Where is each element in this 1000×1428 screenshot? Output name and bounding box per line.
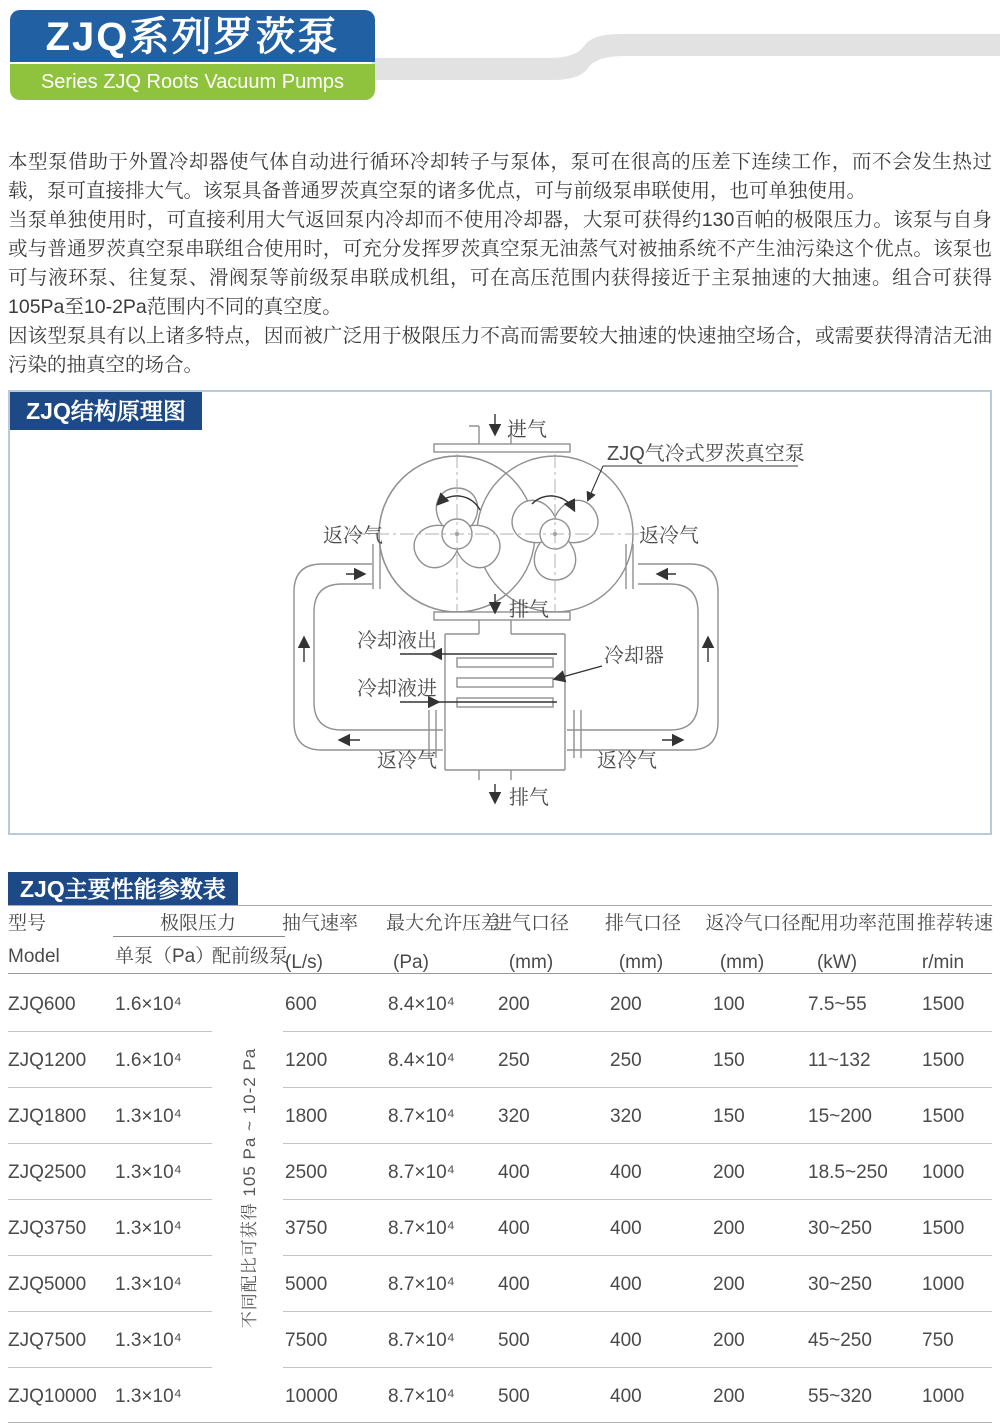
header-bottom-line [8,973,992,974]
label-exhaust-mid: 排气 [509,599,549,621]
cell-max_diff: 8.7×10⁴ [388,1218,455,1239]
title-underline [8,905,992,906]
col-header-outlet: 排气口径 [604,913,681,934]
row-divider-right [283,1031,992,1032]
cell-single_pump: 1.6×10⁴ [115,1050,182,1071]
label-pump-name: ZJQ气冷式罗茨真空泵 [607,443,805,465]
cell-outlet: 400 [610,1162,642,1183]
col-header-maxdiff: 最大允许压差 [385,913,500,934]
cell-single_pump: 1.6×10⁴ [115,994,182,1015]
cell-power: 45~250 [808,1330,872,1351]
unit-rpm: r/min [921,952,965,973]
cell-speed: 1200 [285,1050,328,1071]
intro-paragraph-2: 当泵单独使用时，可直接利用大气返回泵内冷却而不使用冷却器，大泵可获得约130百帕的极限压力。该泵与自身或与普通罗茨真空泵串联组合使用时，可充分发挥罗茨真空泵无油蒸气对被抽系统不产生油污染这个优点。该泵也可与液环泵、往复泵、滑阀泵等前级泵串联成机组，可在高压范围内获得接近于主泵抽速的大抽速。组合可获得105Pa至10-2Pa范围内不同的真空度。 [8,209,992,318]
cell-inlet: 500 [498,1330,530,1351]
cell-power: 55~320 [808,1386,872,1407]
cell-power: 15~200 [808,1106,872,1127]
unit-speed: (L/s) [285,952,323,973]
cell-speed: 5000 [285,1274,328,1295]
cell-return_port: 200 [713,1274,745,1295]
cell-single_pump: 1.3×10⁴ [115,1330,182,1351]
performance-table [0,865,1000,1428]
cell-single_pump: 1.3×10⁴ [115,1386,182,1407]
cell-inlet: 500 [498,1386,530,1407]
ultimate-subline [113,936,285,937]
col-header-inlet: 进气口径 [492,913,569,934]
cell-power: 7.5~55 [808,994,867,1015]
cell-max_diff: 8.7×10⁴ [388,1106,455,1127]
cell-outlet: 320 [610,1106,642,1127]
intro-paragraph-1: 本型泵借助于外置冷却器使气体自动进行循环冷却转子与泵体，泵可在很高的压差下连续工作，而不会发生热过载，泵可直接排大气。该泵具备普通罗茨真空泵的诸多优点，可与前级泵串联使用，也可单独使用。 [8,151,992,202]
intro-text [8,148,992,380]
subcol-single-pump: 单泵（Pa） [115,946,215,967]
cell-model: ZJQ10000 [8,1386,97,1407]
cell-inlet: 320 [498,1106,530,1127]
table-section-title: ZJQ主要性能参数表 [8,872,238,905]
table-bottom-line [8,1422,992,1423]
cell-rpm: 1000 [922,1386,965,1407]
cell-rpm: 1500 [922,994,965,1015]
unit-mm-outlet: (mm) [618,952,664,973]
label-coolant-in: 冷却液进 [357,678,437,700]
cell-max_diff: 8.4×10⁴ [388,994,455,1015]
label-cooler: 冷却器 [604,645,664,667]
cell-inlet: 400 [498,1162,530,1183]
cell-inlet: 250 [498,1050,530,1071]
cell-power: 30~250 [808,1274,872,1295]
cell-outlet: 400 [610,1274,642,1295]
cell-model: ZJQ1200 [8,1050,87,1071]
col-header-ultimate: 极限压力 [159,913,236,934]
cell-max_diff: 8.7×10⁴ [388,1330,455,1351]
pump-schematic [10,392,990,833]
cell-model: ZJQ3750 [8,1218,87,1239]
row-divider-right [283,1087,992,1088]
cell-rpm: 1000 [922,1162,965,1183]
row-divider-left [8,1087,212,1088]
label-return-bottom-right: 返冷气 [597,750,657,772]
unit-mm-inlet: (mm) [508,952,554,973]
cell-rpm: 1000 [922,1274,965,1295]
diagram-section-title: ZJQ结构原理图 [10,392,202,430]
cell-max_diff: 8.7×10⁴ [388,1386,455,1407]
label-return-right: 返冷气 [639,525,699,547]
cell-outlet: 400 [610,1218,642,1239]
page-subtitle-en: Series ZJQ Roots Vacuum Pumps [10,64,375,100]
col-header-model: 型号 [8,913,47,934]
cell-model: ZJQ1800 [8,1106,87,1127]
row-divider-right [283,1311,992,1312]
cell-speed: 2500 [285,1162,328,1183]
cell-return_port: 150 [713,1106,745,1127]
cell-power: 11~132 [808,1050,871,1071]
intro-paragraph-3: 因该型泵具有以上诸多特点，因而被广泛用于极限压力不高而需要较大抽速的快速抽空场合，或需要获得清洁无油污染的抽真空的场合。 [8,325,992,376]
unit-pa: (Pa) [393,952,429,973]
col-header-model-en: Model [8,946,60,967]
row-divider-left [8,1199,212,1200]
cell-power: 18.5~250 [808,1162,888,1183]
cell-return_port: 200 [713,1386,745,1407]
cell-max_diff: 8.4×10⁴ [388,1050,455,1071]
row-divider-right [283,1255,992,1256]
cell-outlet: 200 [610,994,642,1015]
unit-kw: (kW) [816,952,858,973]
row-divider-left [8,1367,212,1368]
cell-speed: 7500 [285,1330,328,1351]
cell-return_port: 100 [713,994,745,1015]
cell-rpm: 1500 [922,1106,965,1127]
cell-single_pump: 1.3×10⁴ [115,1218,182,1239]
cell-model: ZJQ600 [8,994,76,1015]
row-divider-left [8,1255,212,1256]
label-inlet: 进气 [507,419,547,441]
row-divider-left [8,1031,212,1032]
cell-single_pump: 1.3×10⁴ [115,1106,182,1127]
cell-return_port: 200 [713,1162,745,1183]
cell-speed: 3750 [285,1218,328,1239]
cell-speed: 600 [285,994,317,1015]
col-header-speed: 抽气速率 [281,913,358,934]
label-return-bottom-left: 返冷气 [377,750,437,772]
cell-model: ZJQ2500 [8,1162,87,1183]
cell-outlet: 400 [610,1330,642,1351]
col-header-rpm: 推荐转速 [916,913,993,934]
cell-max_diff: 8.7×10⁴ [388,1274,455,1295]
cell-power: 30~250 [808,1218,872,1239]
cell-inlet: 200 [498,994,530,1015]
cell-single_pump: 1.3×10⁴ [115,1274,182,1295]
cell-outlet: 400 [610,1386,642,1407]
cell-speed: 10000 [285,1386,338,1407]
cell-return_port: 200 [713,1330,745,1351]
cell-single_pump: 1.3×10⁴ [115,1162,182,1183]
row-divider-right [283,1199,992,1200]
cell-max_diff: 8.7×10⁴ [388,1162,455,1183]
row-divider-left [8,1311,212,1312]
cell-rpm: 1500 [922,1218,965,1239]
cell-inlet: 400 [498,1218,530,1239]
label-return-left: 返冷气 [323,525,383,547]
label-coolant-out: 冷却液出 [357,630,437,652]
cell-outlet: 250 [610,1050,642,1071]
cell-rpm: 1500 [922,1050,965,1071]
cell-return_port: 200 [713,1218,745,1239]
col-header-return: 返冷气口径 [705,913,801,934]
cell-speed: 1800 [285,1106,328,1127]
cell-return_port: 150 [713,1050,745,1071]
page-title: ZJQ系列罗茨泵 [10,10,375,62]
row-divider-left [8,1143,212,1144]
cell-inlet: 400 [498,1274,530,1295]
subcol-backing-pump: 配前级泵 [212,946,289,967]
cell-rpm: 750 [922,1330,954,1351]
structure-diagram-box [8,390,992,835]
row-divider-right [283,1367,992,1368]
backing-pump-merged-note: 不同配比可获得 105 Pa ~ 10-2 Pa [240,1047,259,1329]
label-exhaust-bottom: 排气 [509,787,549,809]
cell-model: ZJQ5000 [8,1274,87,1295]
row-divider-right [283,1143,992,1144]
col-header-power: 配用功率范围 [800,913,915,934]
unit-mm-return: (mm) [719,952,765,973]
cell-model: ZJQ7500 [8,1330,87,1351]
